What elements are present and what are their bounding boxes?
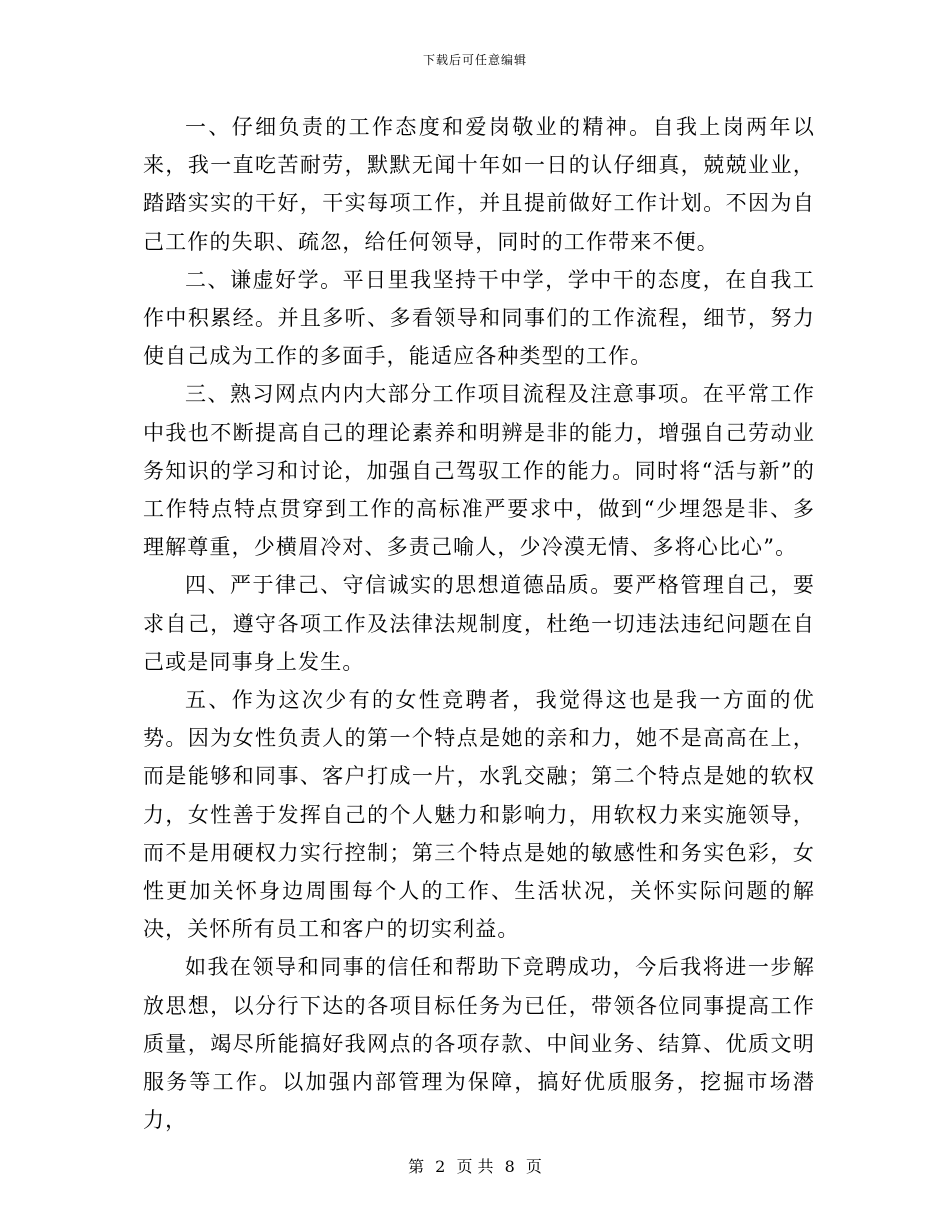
footer-middle: 页 共 [456,1157,494,1176]
paragraph-1: 一、仔细负责的工作态度和爱岗敬业的精神。自我上岗两年以来，我一直吃苦耐劳，默默无闻十年如一日的认仔细真，兢兢业业，踏踏实实的干好，干实每项工作，并且提前做好工作计划。不因为自己工作的失职、疏忽，给任何领导，同时的工作带来不便。 [143,115,815,254]
document-body [143,108,815,1139]
footer-page-number: 2 [435,1157,446,1176]
footer-suffix: 页 [525,1157,542,1176]
page-header [0,52,950,68]
footer-prefix: 第 [408,1157,425,1176]
paragraph-4: 四、严于律己、守信诚实的思想道德品质。要严格管理自己，要求自己，遵守各项工作及法律法规制度，杜绝一切违法违纪问题在自己或是同事身上发生。 [143,573,815,674]
header-text: 下载后可任意编辑 [422,53,527,67]
page-footer [0,1156,950,1178]
paragraph-5: 五、作为这次少有的女性竞聘者，我觉得这也是我一方面的优势。因为女性负责人的第一个特点是她的亲和力，她不是高高在上，而是能够和同事、客户打成一片，水乳交融；第二个特点是她的软权力，女性善于发挥自己的个人魅力和影响力，用软权力来实施领导，而不是用硬权力实行控制；第三个特点是她的敏感性和务实色彩，女性更加关怀身边周围每个人的工作、生活状况，关怀实际问题的解决，关怀所有员工和客户的切实利益。 [143,688,815,942]
paragraph-2: 二、谦虚好学。平日里我坚持干中学，学中干的态度，在自我工作中积累经。并且多听、多看领导和同事们的工作流程，细节，努力使自己成为工作的多面手，能适应各种类型的工作。 [143,267,815,369]
paragraph-6: 如我在领导和同事的信任和帮助下竞聘成功，今后我将进一步解放思想，以分行下达的各项目标任务为已任，带领各位同事提高工作质量，竭尽所能搞好我网点的各项存款、中间业务、结算、优质文明服务等工作。以加强内部管理为保障，搞好优质服务，挖掘市场潜力， [143,955,815,1133]
paragraph-3: 三、熟习网点内内大部分工作项目流程及注意事项。在平常工作中我也不断提高自己的理论素养和明辨是非的能力，增强自己劳动业务知识的学习和讨论，加强自己驾驭工作的能力。同时将“活与新”的工作特点特点贯穿到工作的高标准严要求中，做到“少埋怨是非、多理解尊重，少横眉冷对、多责己喻人，少冷漠无情、多将心比心”。 [143,382,815,560]
footer-total-pages: 8 [504,1157,515,1176]
